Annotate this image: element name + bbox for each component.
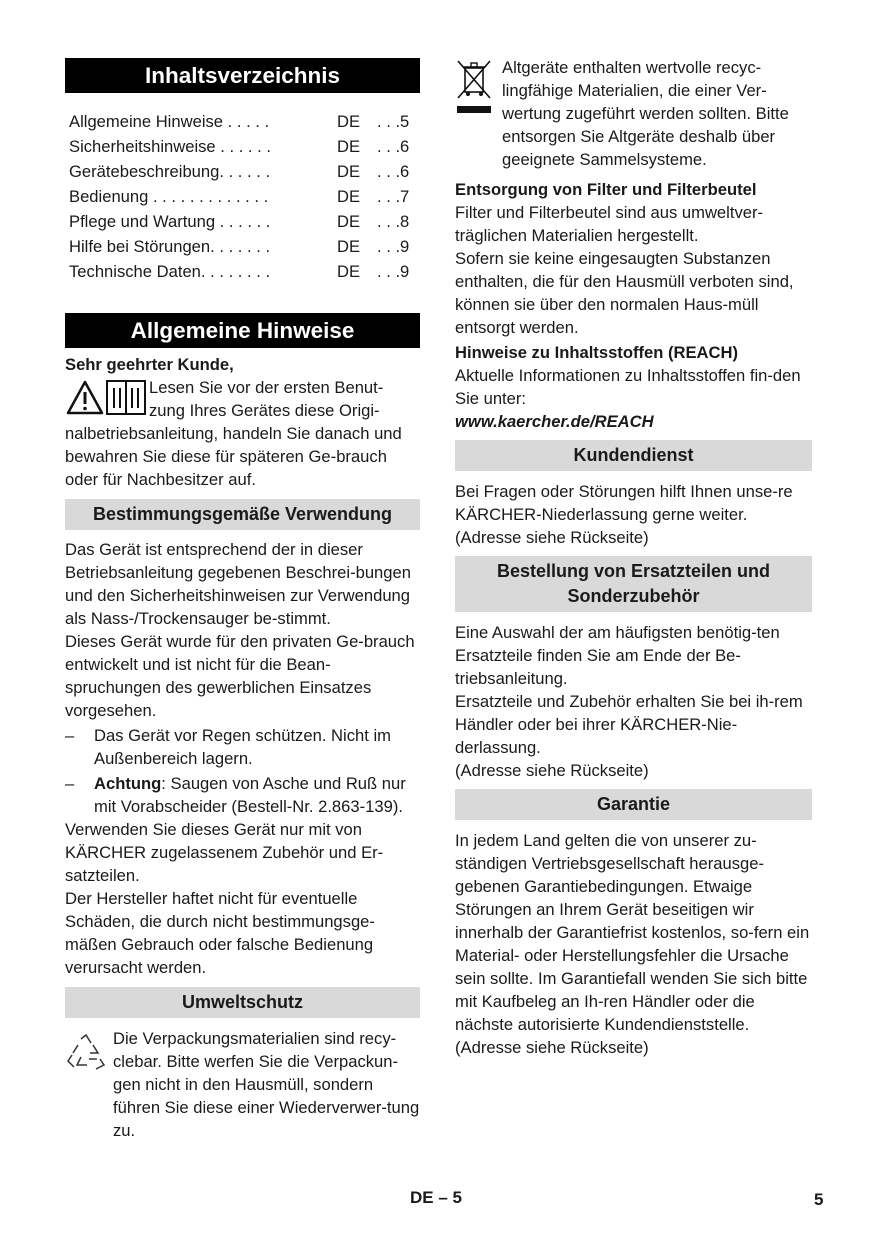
warranty-title: Garantie xyxy=(455,789,812,820)
reach-link[interactable]: www.kaercher.de/REACH xyxy=(455,412,654,431)
footer-page-label: DE – 5 xyxy=(410,1188,462,1207)
packaging-text: Die Verpackungsmaterialien sind recy-clebar. Bitte werfen Sie die Verpackun-gen nicht in den Hausmüll, sondern führen Sie diese einer Wiederverwer-tung zu. xyxy=(113,1029,420,1140)
intended-use-p1: Das Gerät ist entsprechend der in dieser Betriebsanleitung gegebenen Beschrei-bungen und den Sicherheitshinweisen zur Verwendung als Nass-/Trockensauger be-stimmt. xyxy=(65,540,411,628)
toc-entry[interactable] xyxy=(69,259,420,284)
bullet-text: Das Gerät vor Regen schützen. Nicht im Außenbereich lagern. xyxy=(94,726,391,768)
warning-manual-icons xyxy=(65,376,149,422)
toc-entry-label: Gerätebeschreibung. . . . . . xyxy=(69,162,271,181)
toc-entry-page: . . .7 xyxy=(377,187,410,206)
customer-service-title: Kundendienst xyxy=(455,440,812,471)
intended-use-p2: Dieses Gerät wurde für den privaten Ge-brauch entwickelt und ist nicht für die Bean-spruchungen des gewerblichen Einsatzes vorgesehen. xyxy=(65,632,415,720)
toc-title: Inhaltsverzeichnis xyxy=(65,58,420,93)
manual-book-icon xyxy=(105,378,149,418)
toc-entry-label: Bedienung . . . . . . . . . . . . . xyxy=(69,187,269,206)
bullet-rest: : Saugen von Asche und Ruß nur mit Vorabscheider (Bestell-Nr. 2.863-139). xyxy=(94,774,406,816)
filter-disposal-p1: Filter und Filterbeutel sind aus umweltver-träglichen Materialien hergestellt. xyxy=(455,203,764,245)
list-item xyxy=(65,724,420,770)
spare-parts-p2: Ersatzteile und Zubehör erhalten Sie bei ih-rem Händler oder bei ihrer KÄRCHER-Nie-derlassung. xyxy=(455,692,803,757)
warranty-text: In jedem Land gelten die von unserer zu-ständigen Vertriebsgesellschaft herausge-gebenen Garantiebedingungen. Etwaige Störungen an Ihrem Gerät beseitigen wir innerhalb der Garantiefrist kostenlos, so-fern ein Material- oder Herstellungsfehler die Ursache sein sollte. Im Garantiefall wenden Sie sich bitte mit Kaufbeleg an Ih-ren Händler oder die nächste autorisierte Kundendienststelle. xyxy=(455,831,810,1034)
toc-entry[interactable] xyxy=(69,134,420,159)
toc-entry-label: Pflege und Wartung . . . . . . xyxy=(69,212,271,231)
crossed-bin-icon xyxy=(455,56,493,116)
toc-entry-lang: DE xyxy=(337,137,361,156)
old-devices-notice xyxy=(455,56,812,171)
toc-entry[interactable] xyxy=(69,109,420,134)
toc-entry-lang: DE xyxy=(337,112,361,131)
bullet-dash: – xyxy=(65,774,75,793)
filter-disposal-p2: Sofern sie keine eingesaugten Substanzen enthalten, die für den Hausmüll verboten sind, können sie über den normalen Haus-müll entsorgt werden. xyxy=(455,249,794,337)
toc-entry-page: . . .5 xyxy=(377,112,410,131)
reach-text: Aktuelle Informationen zu Inhaltsstoffen fin-den Sie unter: xyxy=(455,366,801,408)
spare-parts-address: (Adresse siehe Rückseite) xyxy=(455,761,649,780)
warranty-address: (Adresse siehe Rückseite) xyxy=(455,1038,649,1057)
toc-entry[interactable] xyxy=(69,209,420,234)
toc-entry-page: . . .9 xyxy=(377,262,410,281)
customer-service-address: (Adresse siehe Rückseite) xyxy=(455,528,649,547)
list-item xyxy=(65,772,420,818)
toc-entry-label: Technische Daten. . . . . . . . xyxy=(69,262,271,281)
bullet-bold: Achtung xyxy=(94,774,162,793)
toc-entry-lang: DE xyxy=(337,162,361,181)
toc-entry-label: Hilfe bei Störungen. . . . . . . xyxy=(69,237,271,256)
toc-entry-lang: DE xyxy=(337,237,361,256)
footer-page-number: 5 xyxy=(814,1190,824,1209)
toc-entry-lang: DE xyxy=(337,212,361,231)
bullet-dash: – xyxy=(65,726,75,745)
packaging-notice xyxy=(65,1027,420,1142)
environment-title: Umweltschutz xyxy=(65,987,420,1018)
right-column xyxy=(455,56,812,1059)
toc-entry[interactable] xyxy=(69,234,420,259)
toc-entry-lang: DE xyxy=(337,187,361,206)
toc-entry-lang: DE xyxy=(337,262,361,281)
bullet-text xyxy=(94,772,420,818)
intended-use-p3: Verwenden Sie dieses Gerät nur mit von KÄRCHER zugelassenem Zubehör und Er-satzteilen. xyxy=(65,820,384,885)
toc-entry[interactable] xyxy=(69,184,420,209)
intended-use-p4: Der Hersteller haftet nicht für eventuelle Schäden, die durch nicht bestimmungsge-mäßen Gebrauch oder falsche Bedienung verursacht werden. xyxy=(65,889,375,977)
toc-entry-page: . . .6 xyxy=(377,137,410,156)
toc-entry-page: . . .6 xyxy=(377,162,410,181)
intended-use-title: Bestimmungsgemäße Verwendung xyxy=(65,499,420,530)
left-column xyxy=(65,58,420,1142)
general-notes-title: Allgemeine Hinweise xyxy=(65,313,420,348)
table-of-contents xyxy=(69,109,420,284)
recycling-icon xyxy=(65,1031,107,1073)
salutation: Sehr geehrter Kunde, xyxy=(65,355,234,374)
toc-entry-page: . . .9 xyxy=(377,237,410,256)
toc-entry-page: . . .8 xyxy=(377,212,410,231)
intro-line-2: zung Ihres Gerätes diese Origi- xyxy=(149,401,380,420)
intro-line-1: Lesen Sie vor der ersten Benut- xyxy=(149,378,384,397)
read-manual-notice xyxy=(65,376,420,422)
recycling-icon-wrap xyxy=(65,1027,113,1142)
spare-parts-p1: Eine Auswahl der am häufigsten benötig-ten Ersatzteile finden Sie am Ende der Be-triebsanleitung. xyxy=(455,623,780,688)
intro-rest: nalbetriebsanleitung, handeln Sie danach und bewahren Sie diese für späteren Ge-brauch oder für Nachbesitzer auf. xyxy=(65,424,402,489)
customer-service-text: Bei Fragen oder Störungen hilft Ihnen unse-re KÄRCHER-Niederlassung gerne weiter. xyxy=(455,482,793,524)
old-devices-text: Altgeräte enthalten wertvolle recyc-lingfähige Materialien, die einer Ver-wertung zugeführt werden sollten. Bitte entsorgen Sie Altgeräte deshalb über geeignete Sammelsysteme. xyxy=(502,58,789,169)
toc-entry-label: Allgemeine Hinweise . . . . . xyxy=(69,112,270,131)
filter-disposal-heading: Entsorgung von Filter und Filterbeutel xyxy=(455,180,757,199)
weee-icon-wrap xyxy=(455,56,502,171)
toc-entry[interactable] xyxy=(69,159,420,184)
toc-entry-label: Sicherheitshinweise . . . . . . xyxy=(69,137,271,156)
reach-heading: Hinweise zu Inhaltsstoffen (REACH) xyxy=(455,343,739,362)
spare-parts-title: Bestellung von Ersatzteilen und Sonderzubehör xyxy=(455,556,812,612)
